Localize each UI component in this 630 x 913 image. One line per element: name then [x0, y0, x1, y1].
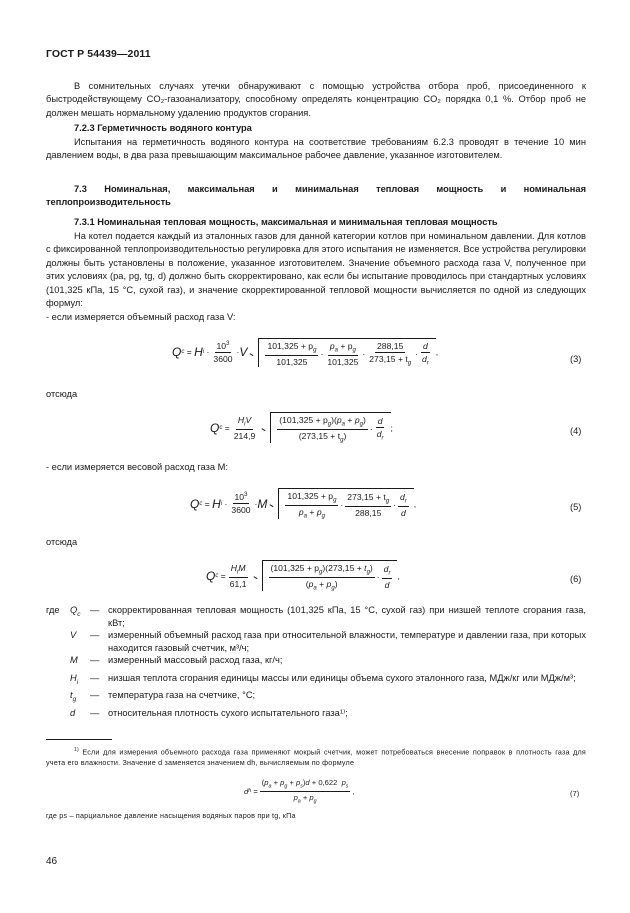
footnote-equation-7: d h = $\frac{(p_a + p_g + p_s)d + 0,622 p_s}{p_a + p_g}$ ,: [244, 778, 355, 805]
hence-label-2: отсюда: [46, 537, 78, 547]
where-label: где: [46, 605, 60, 615]
equation-4: Q c = $\frac{H_iV}{214,9}$ $\frac{(101,325 + p_g)(p_a + p_g)}{(273,15 + t_g)}$ · $\frac{d}{d_r}$ ;: [210, 412, 393, 443]
definitions-list: [46, 604, 586, 724]
footnote-tail: где ps – парциальное давление насыщения водяных паров при tg, кПа: [46, 811, 296, 820]
hence-label-1: отсюда: [46, 389, 78, 399]
definition-v: V — измеренный объемный расход газа при относительной влажности, температуре и давлении газа, при которых находится газовый счетчик, м³/ч;: [70, 630, 586, 653]
equation-5-number: (5): [570, 502, 582, 512]
heading-7-2-3: 7.2.3 Герметичность водяного контура: [74, 123, 252, 133]
page-number: 46: [46, 856, 58, 867]
heading-7-3-1: 7.3.1 Номинальная тепловая мощность, максимальная и минимальная тепловая мощность: [74, 217, 498, 227]
definition-qc: где $Q_c$ — скорректированная тепловая мощность (101,325 кПа, 15 °С, сухой газ) при низшей теплоте сгорания газа, кВт;: [46, 605, 586, 628]
definition-d: d — относительная плотность сухого испытательного газа¹⁾;: [70, 707, 348, 718]
paragraph-test-procedure: На котел подается каждый из эталонных газов для данной категории котлов при номинальном давлении. Для котлов с фиксированной теплопроизводительностью регулировка для этого испытания не изменяется. Все устройства регулировки должны быть установлены в положение, указанное изготовителем. Значение объемного расхода газа V, полученное при этих условиях (pa, pg, tg, d) должно быть скорректировано, как если бы испытание проводилось при стандартных условиях (101,325 кПа, 15 °C, сухой газ), и значение скорректированной тепловой мощности вычисляется по одной из следующих формул:: [46, 231, 586, 309]
case-mass-flow: - если измеряется весовой расход газа M:: [46, 462, 228, 472]
equation-5: Q c = H i · $\frac{10^3}{3600}$ · M $\frac{101,325 + p_g}{p_a + p_g}$ · $\frac{273,15 + t_g}{288,15}$ · $\frac{d_r}{d}$ ,: [190, 488, 416, 519]
footnote-equation-7-number: (7): [570, 789, 580, 798]
document-header: ГОСТ Р 54439—2011: [46, 48, 151, 60]
equation-6: Q c = $\frac{H_iM}{61,1}$ $\frac{(101,325 + p_g)(273,15 + t_g)}{(p_a + p_g)}$ · $\frac{d_r}{d}$ ,: [206, 560, 400, 591]
footnote-text: $^{1)}$ Если для измерения объемного расхода газа применяют мокрый счетчик, может потребоваться внесение поправок в плотность газа для учета его влажности. Значение d заменяется значением dh, вычисляемым по формуле: [46, 747, 586, 768]
footnote-separator: [46, 739, 112, 740]
paragraph-leak-detection: В сомнительных случаях утечки обнаруживают с помощью устройства отбора проб, присоединенного к быстродействующему CO₂-газоанализатору, способному определять концентрацию CO₂ порядка 0,1 %. Отбор проб не должен мешать нормальному удалению продуктов сгорания.: [46, 81, 586, 118]
heading-7-3: 7.3 Номинальная, максимальная и минимальная тепловая мощность и номинальная теплопроизводительность: [46, 184, 586, 208]
equation-6-number: (6): [570, 574, 582, 584]
definition-hi: $H_i$ — низшая теплота сгорания единицы массы или единицы объема сухого эталонного газа, МДж/кг или МДж/м³;: [70, 672, 576, 686]
equation-3-number: (3): [570, 354, 582, 364]
paragraph-water-circuit: Испытания на герметичность водяного контура на соответствие требованиям 6.2.3 проводят в течение 10 мин давлением воды, в два раза превышающим максимальное рабочее давление, указанное изготовителем.: [46, 137, 586, 161]
equation-4-number: (4): [570, 426, 582, 436]
definition-tg: $t_g$ — температура газа на счетчике, °С;: [70, 690, 256, 704]
equation-3: Q c = H i · $\frac{10^3}{3600}$ · V $\frac{101,325 + p_g}{101,325}$ · $\frac{p_a + p_g}{101,325}$ · $\frac{288,15}{273,15 + t_g}$ · $\frac{d}{d_r}$ ,: [172, 338, 438, 367]
case-volume-flow: - если измеряется объемный расход газа V:: [46, 312, 236, 322]
definition-m: M — измеренный массовый расход газа, кг/ч;: [70, 655, 283, 666]
